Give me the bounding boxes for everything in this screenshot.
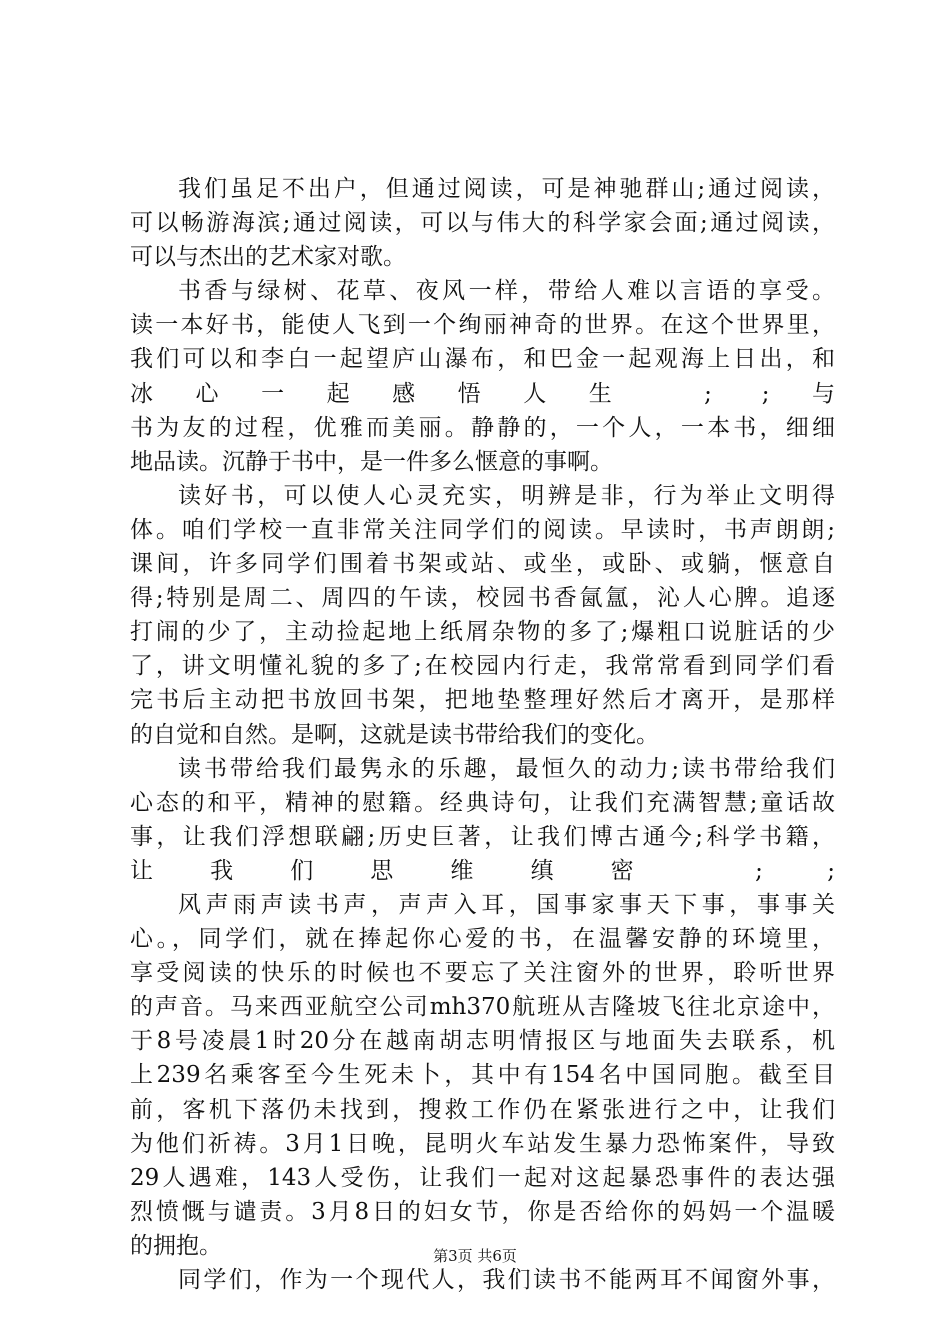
- text-line: 我们虽足不出户，但通过阅读，可是神驰群山;通过阅读，: [178, 176, 835, 202]
- text-line: 心态的和平，精神的慰籍。经典诗句，让我们充满智慧;童话故: [130, 789, 835, 816]
- text-line: 上239名乘客至今生死未卜，其中有154名中国同胞。截至目: [130, 1062, 835, 1089]
- text-line: 了，讲文明懂礼貌的多了;在校园内行走，我常常看到同学们看: [130, 653, 835, 680]
- text-line: 书为友的过程，优雅而美丽。静静的，一个人，一本书，细细: [130, 414, 835, 441]
- text-line: 的自觉和自然。是啊，这就是读书带给我们的变化。: [130, 721, 659, 748]
- text-line: 的声音。马来西亚航空公司mh370航班从吉隆坡飞往北京途中，: [130, 994, 835, 1021]
- text-line: 为他们祈祷。3月1日晚，昆明火车站发生暴力恐怖案件，导致: [130, 1130, 835, 1157]
- text-line: 风声雨声读书声，声声入耳，国事家事天下事，事事关: [178, 891, 835, 918]
- text-line: 课间，许多同学们围着书架或站、或坐，或卧、或躺，惬意自: [130, 551, 835, 578]
- text-line: 前，客机下落仍未找到，搜救工作仍在紧张进行之中，让我们: [130, 1096, 835, 1123]
- text-line: 打闹的少了，主动捡起地上纸屑杂物的多了;爆粗口说脏话的少: [130, 619, 835, 646]
- text-line: 体。咱们学校一直非常关注同学们的阅读。早读时，书声朗朗;: [130, 516, 835, 543]
- text-line: 心。，同学们，就在捧起你心爱的书，在温馨安静的环境里，: [130, 926, 835, 953]
- text-line: 我们可以和李白一起望庐山瀑布，和巴金一起观海上日出，和: [130, 346, 835, 373]
- page-footer: 第3页 共6页: [433, 1247, 517, 1265]
- text-line: 的拥抱。: [130, 1232, 222, 1259]
- text-line: 书香与绿树、花草、夜风一样，带给人难以言语的享受。: [178, 278, 835, 305]
- text-line: 地品读。沉静于书中，是一件多么惬意的事啊。: [130, 448, 613, 475]
- text-line: 享受阅读的快乐的时候也不要忘了关注窗外的世界，聆听世界: [130, 960, 835, 987]
- text-line: 事，让我们浮想联翩;历史巨著，让我们博古通今;科学书籍，: [130, 823, 835, 850]
- text-line: 让我们思维缜密 ; ;: [130, 857, 835, 884]
- text-line: 可以畅游海滨;通过阅读，可以与伟大的科学家会面;通过阅读，: [130, 210, 835, 237]
- text-line: 于8号凌晨1时20分在越南胡志明情报区与地面失去联系，机: [130, 1028, 835, 1055]
- text-line: 29人遇难，143人受伤，让我们一起对这起暴恐事件的表达强: [130, 1164, 835, 1191]
- text-line: 可以与杰出的艺术家对歌。: [130, 244, 406, 271]
- text-line: 读书带给我们最隽永的乐趣，最恒久的动力;读书带给我们: [178, 755, 835, 782]
- text-line: 读一本好书，能使人飞到一个绚丽神奇的世界。在这个世界里，: [130, 312, 835, 339]
- text-line: 冰心一起感悟人生 ; ;与: [130, 380, 835, 407]
- text-line: 读好书，可以使人心灵充实，明辨是非，行为举止文明得: [178, 482, 835, 509]
- text-line: 得;特别是周二、周四的午读，校园书香氤氲，沁人心脾。追逐: [130, 585, 835, 612]
- text-line: 完书后主动把书放回书架，把地垫整理好然后才离开，是那样: [130, 687, 835, 714]
- body-text: [130, 172, 835, 1297]
- text-line: 同学们，作为一个现代人，我们读书不能两耳不闻窗外事，: [178, 1267, 835, 1293]
- text-line: 烈愤慨与谴责。3月8日的妇女节，你是否给你的妈妈一个温暖: [130, 1198, 835, 1225]
